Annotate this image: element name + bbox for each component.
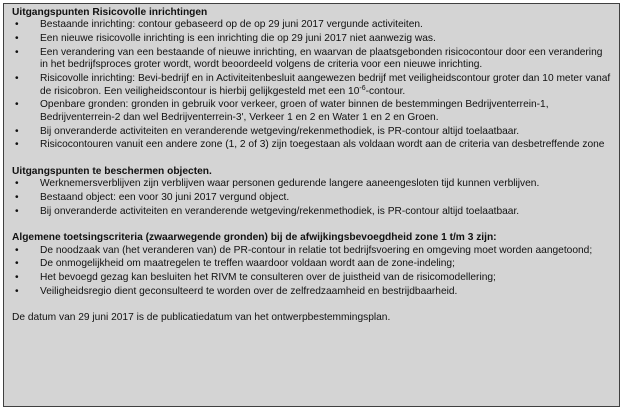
section-heading-toetsingscriteria: Algemene toetsingscriteria (zwaarwegende gronden) bij de afwijkingsbevoegdheid zone 1 t/m 3 zijn: [12, 232, 497, 244]
bullet-icon: • [15, 285, 19, 297]
bullet-icon: • [15, 272, 19, 284]
list-item-text: Het bevoegd gezag kan besluiten het RIVM te consulteren over de juistheid van de risicomodellering; [40, 272, 496, 284]
bullet-icon: • [15, 99, 19, 111]
bullet-icon: • [15, 33, 19, 45]
bullet-icon: • [15, 258, 19, 270]
section-heading-te-beschermen-objecten: Uitgangspunten te beschermen objecten. [12, 165, 212, 177]
list-item-text: Werknemersverblijven zijn verblijven waar personen gedurende langere aaneengesloten tijd kunnen verblijven. [40, 178, 540, 190]
list-item-text: Openbare gronden: gronden in gebruik voor verkeer, groen of water binnen de bestemmingen Bedrijventerrein-1, Bedrijventerrein-2 dan wel Bedrijventerrein-3', Verkeer 1 en 2 en Water 1 en 2 en Groen. [40, 99, 549, 123]
list-item-text-tail: -contour. [365, 85, 406, 97]
bullet-icon: • [15, 19, 19, 31]
list-item [12, 258, 613, 270]
list-item [12, 206, 613, 218]
list-item-text: Veiligheidsregio dient geconsulteerd te worden over de zelfredzaamheid en bestrijdbaarheid. [40, 285, 458, 297]
list-item [12, 192, 613, 204]
list-te-beschermen-objecten [12, 178, 613, 218]
list-item [12, 245, 613, 257]
criteria-textbox [3, 3, 620, 407]
list-item [12, 126, 613, 138]
list-item-text: De noodzaak van (het veranderen van) de PR-contour in relatie tot bedrijfsvoering en omgeving moet worden aangetoond; [40, 244, 593, 256]
section-gap [12, 153, 613, 166]
list-item [12, 19, 613, 31]
section-gap [12, 300, 613, 313]
bullet-icon: • [15, 139, 19, 151]
bullet-icon: • [15, 244, 19, 256]
list-item-text: De onmogelijkheid om maatregelen te treffen waardoor voldaan wordt aan de zone-indeling; [40, 258, 455, 270]
list-item [12, 272, 613, 284]
list-item-text: Bij onveranderde activiteiten en veranderende wetgeving/rekenmethodiek, is PR-contour altijd toelaatbaar. [40, 125, 520, 137]
list-risicovolle-inrichtingen [12, 19, 613, 151]
bullet-icon: • [15, 125, 19, 137]
list-item-text: Bij onveranderde activiteiten en veranderende wetgeving/rekenmethodiek, is PR-contour altijd toelaatbaar. [40, 205, 520, 217]
publication-date-note: De datum van 29 juni 2017 is de publicatiedatum van het ontwerpbestemmingsplan. [12, 312, 391, 324]
superscript-exponent: -6 [359, 84, 366, 92]
section-gap [12, 220, 613, 233]
bullet-icon: • [15, 178, 19, 190]
list-item-text: Risicocontouren vanuit een andere zone (1, 2 of 3) zijn toegestaan als voldaan wordt aan de criteria van desbetreffende zone [40, 139, 605, 151]
list-item-text: Bestaand object: een voor 30 juni 2017 vergund object. [40, 192, 290, 203]
bullet-icon: • [15, 73, 19, 85]
bullet-icon: • [15, 205, 19, 217]
list-toetsingscriteria [12, 245, 613, 299]
list-item-text: Risicovolle inrichting: Bevi-bedrijf en in Activiteitenbesluit aangewezen bedrijf met veiligheidscontour groter dan 10 meter vanaf de risicobron. Een veiligheidscontour is hierbij gelijkgesteld met een 10 [40, 73, 611, 97]
list-item [12, 47, 613, 72]
section-heading-risicovolle-inrichtingen: Uitgangspunten Risicovolle inrichtingen [12, 7, 208, 18]
list-item-text: Een verandering van een bestaande of nieuwe inrichting, en waarvan de plaatsgebonden risicocontour door een verandering in het bedrijfsproces groter wordt, wordt beoordeeld volgens de criteria voor een nieuwe inrichting. [40, 47, 603, 71]
list-item [12, 286, 613, 298]
list-item-text: Bestaande inrichting: contour gebaseerd op de op 29 juni 2017 vergunde activiteiten. [40, 19, 423, 31]
list-item [12, 139, 613, 151]
list-item-text: Een nieuwe risicovolle inrichting is een inrichting die op 29 juni 2017 niet aanwezig was. [40, 33, 436, 45]
list-item [12, 99, 613, 124]
list-item [12, 33, 613, 45]
list-item [12, 73, 613, 98]
bullet-icon: • [15, 47, 19, 58]
list-item [12, 178, 613, 190]
bullet-icon: • [15, 192, 19, 203]
